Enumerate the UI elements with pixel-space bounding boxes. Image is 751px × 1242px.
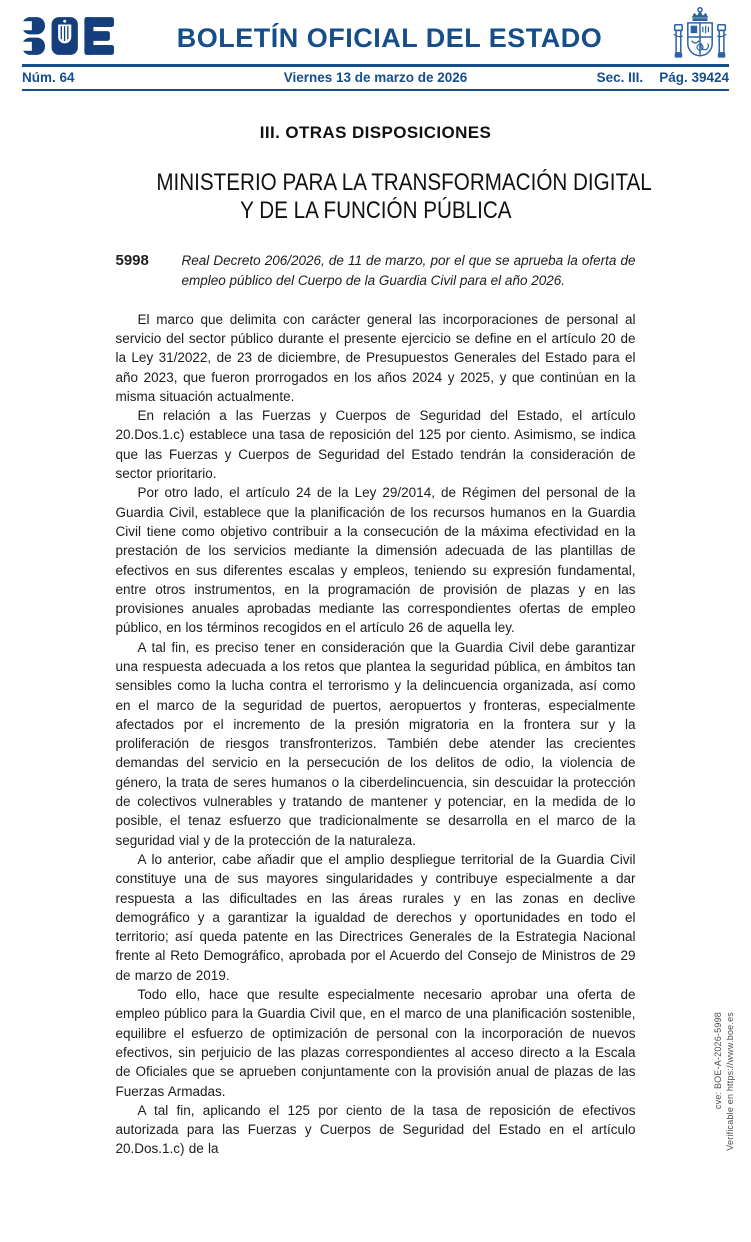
document-body xyxy=(115,123,652,1159)
ministry-heading-line2: Y DE LA FUNCIÓN PÚBLICA xyxy=(239,197,512,225)
body-paragraph: Todo ello, hace que resulte especialmente necesario aprobar una oferta de empleo público para la Guardia Civil que, en el marco de una planificación sostenible, equilibre el esfuerzo de optimización de personal con la incorporación de nuevos efectivos, sin perjuicio de las plazas correspondientes al acceso directo a la Escala de Oficiales que se aprueben conjuntamente con la provisión anual de plazas de las Fuerzas Armadas. xyxy=(115,987,636,1099)
section-label: Sec. III. xyxy=(596,70,644,85)
disposition-number: 5998 xyxy=(115,252,149,270)
page-title: BOLETÍN OFICIAL DEL ESTADO xyxy=(176,22,603,53)
cve-sidebar xyxy=(713,1012,737,1242)
paragraphs-container xyxy=(116,310,636,1159)
issue-date: Viernes 13 de marzo de 2026 xyxy=(283,70,468,85)
ministry-heading-line1: MINISTERIO PARA LA TRANSFORMACIÓN DIGITAL xyxy=(155,169,652,196)
disposition-item xyxy=(116,251,636,292)
ministry-heading xyxy=(116,169,652,225)
issue-number: Núm. 64 xyxy=(22,70,75,85)
header-divider-bottom xyxy=(22,89,729,91)
page-header xyxy=(0,0,751,62)
section-heading: III. OTRAS DISPOSICIONES xyxy=(259,123,492,142)
cve-code: cve: BOE-A-2026-5998 xyxy=(713,1012,723,1110)
body-paragraph: Por otro lado, el artículo 24 de la Ley 29/2014, de Régimen del personal de la Guardia Civil, establece que la planificación de los recursos humanos en la Guardia Civil tiene como objetivo contribuir a la consecución de la máxima efectividad en la prestación de los servicios mediante la dimensión adecuada de las plantillas de efectivos en sus diferentes escalas y empleos, teniendo su expresión fundamental, entre otros instrumentos, en la programación de provisión de plazas y en las provisiones anuales aprobadas mediante las correspondientes ofertas de empleo público, en los términos recogidos en el artículo 26 de aquella ley. xyxy=(115,485,636,636)
spain-coat-of-arms-icon xyxy=(671,6,729,71)
body-paragraph: A tal fin, aplicando el 125 por ciento de la tasa de reposición de efectivos autorizada para las Fuerzas y Cuerpos de Seguridad del Estado en el artículo 20.Dos.1.c) de la xyxy=(115,1102,636,1157)
body-paragraph: El marco que delimita con carácter general las incorporaciones de personal al servicio del sector público durante el presente ejercicio se define en el artículo 20 de la Ley 31/2022, de 23 de diciembre, de Presupuestos Generales del Estado para el año 2023, que fueron prorrogados en los años 2024 y 2025, y que continúan en la misma situación actualmente. xyxy=(115,311,636,404)
body-paragraph: A tal fin, es preciso tener en consideración que la Guardia Civil debe garantizar una respuesta adecuada a los retos que plantea la seguridad pública, en ámbitos tan sensibles como la lucha contra el terrorismo y la delincuencia organizada, así como en el marco de la seguridad de puertos, aeropuertos y fronteras, especialmente afectados por el incremento de la presión migratoria en la frontera sur y la proliferación de riesgos transfronterizos. También debe atender las crecientes demandas del servicio en la persecución de los delitos de odio, la violencia de género, la trata de seres humanos o la ciberdelincuencia, sin descuidar la protección de colectivos vulnerables y tratando de mantener y potenciar, en la medida de lo posible, el tenaz esfuerzo que tradicionalmente se desarrolla en el marco de la seguridad vial y de la protección de la naturaleza. xyxy=(115,639,636,848)
boe-logo-icon xyxy=(22,17,114,60)
body-paragraph: A lo anterior, cabe añadir que el amplio despliegue territorial de la Guardia Civil constituye una de sus mayores singularidades y contribuye especialmente a dar respuesta a las dificultades en las áreas rurales y en las zonas en declive demográfico y a garantizar la igualdad de derechos y oportunidades en todo el territorio; así queda patente en las Directrices Generales de la Estrategia Nacional frente al Reto Demográfico, aprobada por el Acuerdo del Consejo de Ministros de 29 de marzo de 2019. xyxy=(115,851,636,983)
page-number: Pág. 39424 xyxy=(659,70,729,85)
body-paragraph: En relación a las Fuerzas y Cuerpos de Seguridad del Estado, el artículo 20.Dos.1.c) establece una tasa de reposición del 125 por ciento. Asimismo, se indica que las Fuerzas y Cuerpos de Seguridad del Estado tendrán la consideración de sector prioritario. xyxy=(115,408,636,482)
issue-meta-row xyxy=(22,67,729,89)
disposition-summary: Real Decreto 206/2026, de 11 de marzo, por el que se aprueba la oferta de empleo público del Cuerpo de la Guardia Civil para el año 2026. xyxy=(181,253,636,289)
verifiable-url: Verificable en https://www.boe.es xyxy=(724,1012,735,1151)
